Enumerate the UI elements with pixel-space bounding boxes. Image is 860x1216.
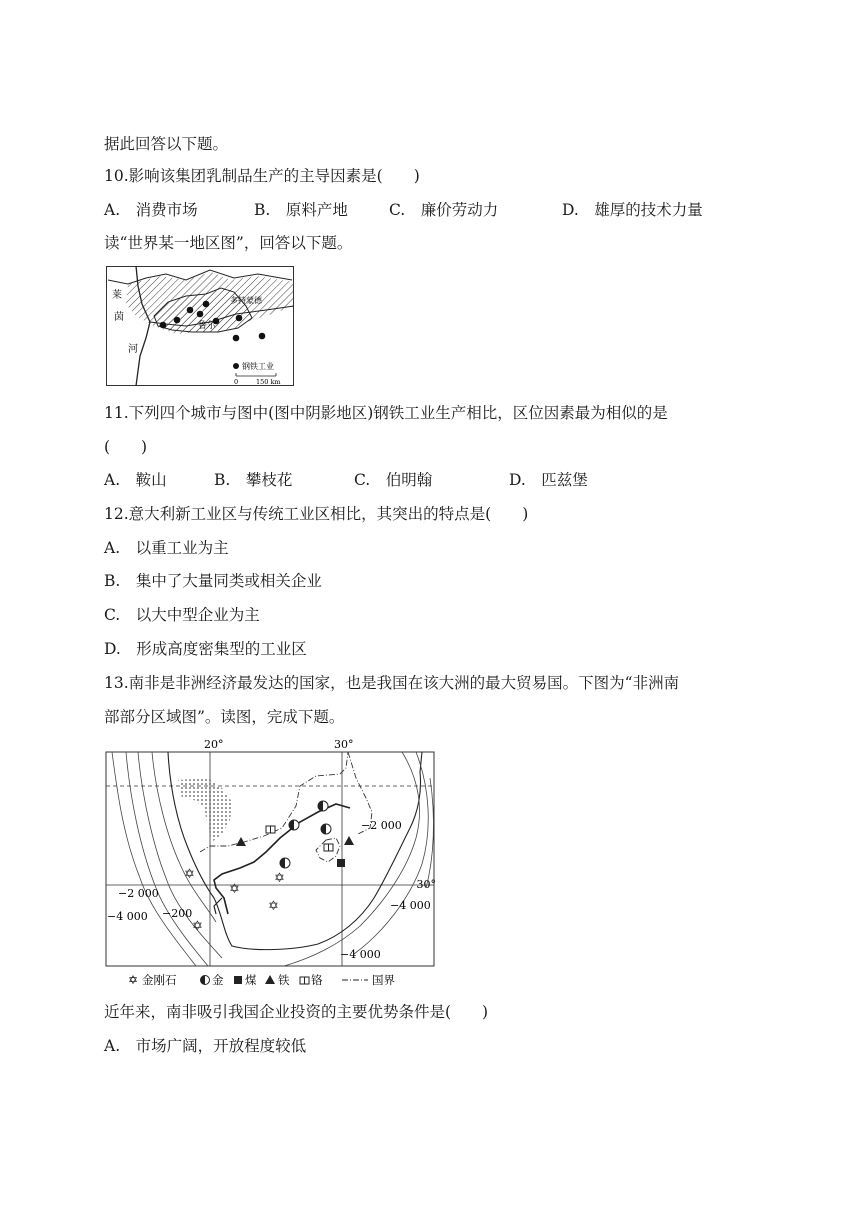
q12-stem: 12.意大利新工业区与传统工业区相比，其突出的特点是( ): [104, 505, 529, 523]
gold-symbol: [318, 801, 328, 811]
contour-e-4000: −4 000: [390, 899, 431, 912]
legend-gold-icon: [201, 976, 210, 985]
legend-steel-label: 钢铁工业: [242, 362, 274, 371]
map1-intro: 读“世界某一地区图”，回答以下题。: [104, 234, 353, 252]
scale-max: 150 km: [256, 378, 281, 386]
q10-option-b[interactable]: B. 原料产地: [254, 201, 348, 219]
q12-option-b[interactable]: B. 集中了大量同类或相关企业: [104, 572, 322, 590]
legend-coal-icon: [234, 976, 242, 984]
intro-text: 据此回答以下题。: [104, 135, 229, 153]
q11-stem-cont: ( ): [104, 438, 148, 456]
steel-dot: [160, 322, 167, 329]
q13-question: 近年来，南非吸引我国企业投资的主要优势条件是( ): [104, 1003, 489, 1021]
q13-option-a[interactable]: A. 市场广阔，开放程度较低: [104, 1037, 307, 1055]
steel-dot: [236, 315, 243, 322]
label-dortmund: 多特蒙德: [230, 296, 262, 305]
q13-stem: 13.南非是非洲经济最发达的国家，也是我国在该大洲的最大贸易国。下图为“非洲南: [104, 674, 680, 692]
legend-chrome-icon: [300, 977, 309, 984]
q11-option-b[interactable]: B. 攀枝花: [214, 471, 293, 489]
steel-dot: [187, 307, 194, 314]
gold-symbol: [321, 824, 331, 834]
legend-iron-label: 铁: [278, 973, 290, 987]
map2-frame: [106, 752, 434, 966]
q12-option-d[interactable]: D. 形成高度密集型的工业区: [104, 640, 307, 658]
q11-option-d[interactable]: D. 匹兹堡: [509, 471, 588, 489]
legend-diamond-icon: ✡: [128, 973, 139, 987]
chrome-symbol: [324, 844, 333, 851]
diamond-symbol: ✡: [229, 882, 240, 897]
contour-w-2000: −2 000: [118, 887, 159, 900]
legend-border-label: 国界: [372, 973, 395, 987]
q13-stem-cont: 部部分区域图”。读图，完成下题。: [104, 708, 345, 726]
steel-dot: [197, 311, 204, 318]
legend-iron-icon: [265, 975, 275, 984]
diamond-symbol: ✡: [184, 867, 195, 882]
legend-chrome-label: 铬: [311, 973, 323, 987]
contour-w-200: −200: [162, 907, 193, 920]
lon-20-label: 20°: [204, 738, 224, 751]
ruhr-map: [106, 266, 294, 386]
q10-option-c[interactable]: C. 廉价劳动力: [389, 201, 499, 219]
q10-option-a[interactable]: A. 消费市场: [104, 201, 198, 219]
q11-stem: 11.下列四个城市与图中(图中阴影地区)钢铁工业生产相比，区位因素最为相似的是: [104, 404, 668, 422]
q10-option-d[interactable]: D. 雄厚的技术力量: [562, 201, 703, 219]
q12-option-c[interactable]: C. 以大中型企业为主: [104, 606, 260, 624]
southern-africa-map: [104, 738, 436, 990]
q10-options: [104, 199, 754, 221]
steel-dot: [259, 333, 266, 340]
q12-option-a[interactable]: A. 以重工业为主: [104, 539, 229, 557]
q11-option-a[interactable]: A. 鞍山: [104, 471, 167, 489]
contour-ne-2000: −2 000: [361, 819, 402, 832]
legend-steel-dot: [233, 363, 239, 369]
contour-w-4000: −4 000: [107, 910, 148, 923]
lat-30-label: 30°: [416, 878, 436, 891]
diamond-symbol: ✡: [268, 899, 279, 914]
label-ruhr: 鲁尔: [198, 321, 217, 331]
gold-symbol: [280, 858, 290, 868]
diamond-symbol: ✡: [192, 919, 203, 934]
label-he: 河: [128, 344, 138, 355]
scale-zero: 0: [234, 378, 239, 386]
steel-dot: [203, 301, 210, 308]
lon-30-label: 30°: [334, 738, 354, 751]
label-yin: 茵: [114, 312, 124, 323]
q11-options: [104, 469, 754, 491]
label-lai: 莱: [112, 290, 122, 301]
gold-symbol: [289, 820, 299, 830]
map2-legend: [128, 973, 395, 987]
contour-s-4000: −4 000: [340, 948, 381, 961]
legend-gold-label: 金: [212, 973, 224, 987]
steel-dot: [233, 335, 240, 342]
q11-option-c[interactable]: C. 伯明翰: [354, 471, 433, 489]
legend-diamond-label: 金刚石: [142, 973, 177, 987]
diamond-symbol: ✡: [274, 871, 285, 886]
steel-dot: [174, 317, 181, 324]
legend-coal-label: 煤: [245, 973, 257, 987]
coal-symbol: [337, 859, 345, 867]
chrome-symbol: [266, 826, 275, 833]
q10-stem: 10.影响该集团乳制品生产的主导因素是( ): [104, 167, 420, 185]
